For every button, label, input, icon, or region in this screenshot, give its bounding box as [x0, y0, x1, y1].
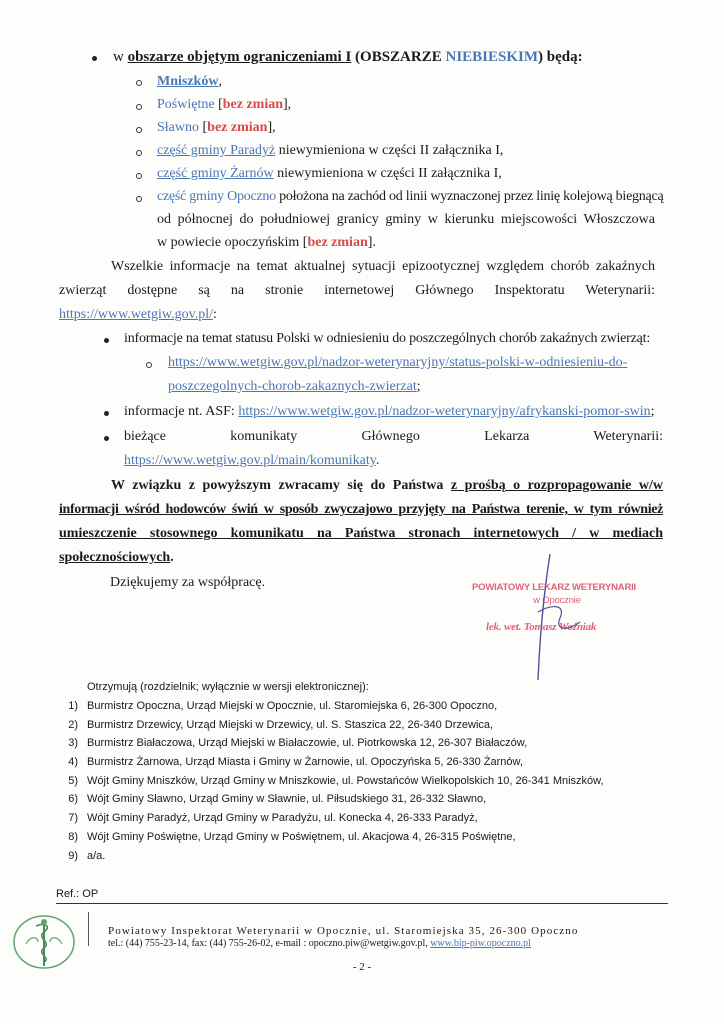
thanks-text: Dziękujemy za współpracę. — [110, 575, 266, 590]
page-number: - 2 - — [352, 961, 372, 973]
footer-separator — [88, 912, 89, 946]
status-link-line — [168, 354, 627, 372]
sub-bullet — [136, 173, 142, 179]
bullet — [104, 436, 109, 441]
footer-divider — [56, 903, 668, 904]
wetgiw-link[interactable]: https://www.wetgiw.gov.pl/ — [59, 307, 213, 322]
asf-info: informacje nt. ASF: https://www.wetgiw.gov.pl/nadzor-weterynaryjny/afrykanski-pomor-swin; — [124, 404, 655, 419]
reference: Ref.: OP — [56, 888, 99, 900]
recipients-header: Otrzymują (rozdzielnik; wyłącznie w wersji elektronicznej): — [87, 681, 369, 693]
area-item: Sławno [bez zmian], — [157, 120, 276, 135]
sub-bullet — [136, 80, 142, 86]
area-item: część gminy Paradyż niewymieniona w części II załącznika I, — [157, 143, 504, 158]
request-line: informacji wśród hodowców świń w sposób zwyczajowo przyjęty na Państwa terenie, w tym również — [59, 502, 663, 517]
list-item: 4) Burmistrz Żarnowa, Urząd Miasta i Gminy w Żarnowie, ul. Opoczyńska 5, 26-330 Żarnów, — [68, 756, 523, 769]
area-item-continued: od północnej do południowej granicy gminy w kierunku miejscowości Włoszczowa — [157, 212, 655, 227]
info-paragraph-line: https://www.wetgiw.gov.pl/: — [59, 307, 217, 322]
list-item: 9) a/a. — [68, 849, 106, 862]
footer-contact: tel.: (44) 755-23-14, fax: (44) 755-26-02, e-mail : opoczno.piw@wetgiw.gov.pl, www.bip-piw.opoczno.pl — [108, 938, 531, 949]
bullet — [92, 56, 97, 61]
area-item: Mniszków, — [157, 74, 222, 89]
communications-info: bieżące komunikaty Głównego Lekarza Weterynarii: — [124, 429, 663, 444]
area-item: część gminy Opoczno położona na zachód od linii wyznaczonej przez linię kolejową biegnącą — [157, 189, 664, 204]
area-item: część gminy Żarnów niewymieniona w części II załącznika I, — [157, 166, 502, 181]
request-line: umieszczenie stosownego komunikatu na Państwa stronach internetowych / w mediach — [59, 526, 663, 541]
sub-bullet — [146, 362, 152, 368]
bullet — [104, 338, 109, 343]
communications-link[interactable]: https://www.wetgiw.gov.pl/main/komunikaty — [124, 453, 376, 468]
info-paragraph-line: zwierząt dostępne są na stronie internetowej Głównego Inspektoratu Weterynarii: — [59, 283, 655, 298]
official-stamp: POWIATOWY LEKARZ WETERYNARII w Opocznie lek. wet. Tomasz Woźniak — [472, 582, 636, 633]
bullet — [104, 411, 109, 416]
status-link[interactable]: https://www.wetgiw.gov.pl/nadzor-weterynaryjny/status-polski-w-odniesieniu-do- — [168, 355, 628, 370]
list-item: 6) Wójt Gminy Sławno, Urząd Gminy w Sławnie, ul. Piłsudskiego 31, 26-332 Sławno, — [68, 793, 487, 806]
list-item: 1) Burmistrz Opoczna, Urząd Miejski w Opocznie, ul. Staromiejska 6, 26-300 Opoczno, — [68, 700, 498, 712]
status-link-line: poszczegolnych-chorob-zakaznych-zwierzat; — [168, 379, 421, 394]
asf-link[interactable]: https://www.wetgiw.gov.pl/nadzor-weterynaryjny/afrykanski-pomor-swin — [238, 404, 651, 419]
sub-bullet — [136, 150, 142, 156]
list-item: 8) Wójt Gminy Poświętne, Urząd Gminy w Poświętnem, ul. Akacjowa 4, 26-315 Poświętne, — [68, 830, 516, 843]
status-link-continued[interactable]: poszczegolnych-chorob-zakaznych-zwierzat — [168, 379, 417, 394]
list-item: 3) Burmistrz Białaczowa, Urząd Miejski w Białaczowie, ul. Piotrkowska 12, 26-307 Białaczów, — [68, 737, 528, 750]
communications-link-line: https://www.wetgiw.gov.pl/main/komunikaty. — [124, 453, 380, 468]
area-item-continued: w powiecie opoczyńskim [bez zmian]. — [157, 235, 376, 250]
sub-bullet — [136, 196, 142, 202]
info-paragraph-line: Wszelkie informacje na temat aktualnej sytuacji epizootycznej względem chorób zakaźnych — [111, 259, 655, 274]
signature — [500, 552, 620, 682]
area-heading: w obszarze objętym ograniczeniami I (OBSZARZE NIEBIESKIM) będą: — [113, 49, 583, 65]
list-item: 7) Wójt Gminy Paradyż, Urząd Gminy w Paradyżu, ul. Konecka 4, 26-333 Paradyż, — [68, 812, 478, 825]
bip-link[interactable]: www.bip-piw.opoczno.pl — [430, 938, 531, 949]
sub-bullet — [136, 104, 142, 110]
request-line: społecznościowych. — [59, 550, 174, 565]
request-line: W związku z powyższym zwracamy się do Państwa z prośbą o rozpropagowanie w/w — [111, 478, 663, 493]
recipients-list — [0, 700, 724, 868]
footer-address: Powiatowy Inspektorat Weterynarii w Opocznie, ul. Staromiejska 35, 26-300 Opoczno — [108, 925, 579, 937]
status-info-text: informacje na temat statusu Polski w odniesieniu do poszczególnych chorób zakaźnych zwierząt: — [124, 331, 651, 346]
list-item: 2) Burmistrz Drzewicy, Urząd Miejski w Drzewicy, ul. S. Staszica 22, 26-340 Drzewica, — [68, 718, 494, 731]
area-item: Poświętne [bez zmian], — [157, 97, 292, 112]
list-item: 5) Wójt Gminy Mniszków, Urząd Gminy w Mniszkowie, ul. Powstańców Wielkopolskich 10, 26-341 Mniszków, — [68, 774, 604, 787]
sub-bullet — [136, 127, 142, 133]
